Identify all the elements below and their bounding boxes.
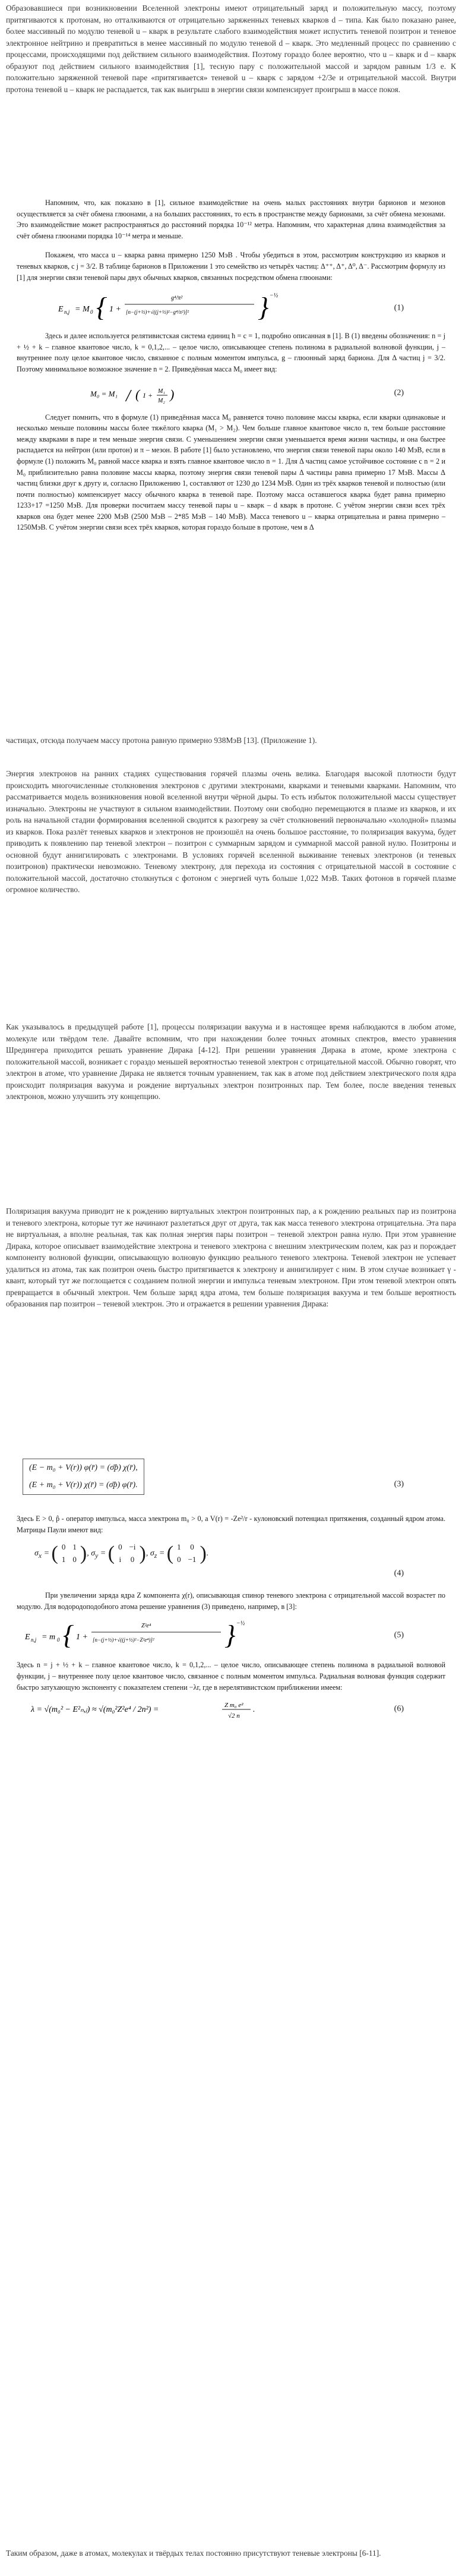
scan-paragraph-3: Здесь и далее используется релятивистская система единиц ħ = c = 1, подробно описанная в [1]. В (1) введены обозначения: n = j + ½ + k – главное квантовое число, k = 0,1,2,... – целое число, описывающее степень полинома в радиальной волновой функции, j – внутреннее полу целое квантовое число, связанное с полным моментом импульса, g – глюонный заряд бариона. Для Δ частиц j = 3/2. Поэтому минимальное возможное значение n = 2. Приведённая масса M₀ имеет вид: [17,332,445,373]
svg-text:[n−(j+½)+√((j+½)²−g⁴/π²)]²: [n−(j+½)+√((j+½)²−g⁴/π²)]² [126,309,189,316]
equation-2 [17,375,445,412]
paragraph-4: Поляризация вакуума приводит не к рождению виртуальных электрон позитронных пар, а к рождению реальных пар из позитрона и теневого электрона, которые тут же начинают разлетаться друг от друга, так как масса теневого электрона отрицательна. Эта пара не виртуальная, а вполне реальная, так как полная энергия пары позитрон – теневой электрон равна нулю. При этом уравнение Дирака, которое описывает взаимодействие электрона и теневого электрона с внешним электрическим полем, как раз и порождает компоненту волновой функции, описывающую волновую функцию реального теневого электрона. Теневой электрон не успевает удалиться из атома, так как позитрон очень быстро притягивается к электрону и аннигилирует с ним. В этом случае возникает γ - квант, который тут же поглощается с созданием полной энергии и импульса теневым электроном. При этом теневой электрон опять превращается в обычный электрон. Чем больше заряд ядра атома, тем больше поляризация вакуума и тем больше вероятность образования пар позитрон – теневой электрон. Это и отражается в решении уравнения Дирака: [6,1207,456,1308]
equation-5 [17,1612,445,1659]
svg-text:(: ( [135,386,140,402]
equation-5-formula [23,1612,319,1659]
equation-3 [17,1456,445,1513]
svg-text:M₂: M₂ [158,397,165,404]
paragraph-3: Как указывалось в предыдущей работе [1], процессы поляризации вакуума и в настоящее время наблюдаются в любом атоме, молекуле или твёрдом теле. Давайте вспомним, что при нахождении более точных атомных спектров, вместо уравнения Шредингера приходится решать уравнение Дирака [4-12]. При решении уравнения Дирака в атоме, кроме электрона с положительной массой, возникает с гораздо меньшей вероятностью теневой электрон с отрицательной массой. Обычно говорят, что электрон в атоме, что уравнение Дирака не является точным уравнением, так как в атоме под действием электрического поля ядра происходит поляризация вакуума и рождение виртуальных электрон позитронных пар. Тем более, после введения теневых электронов, можно улучшить эту концепцию. [6,1022,456,1101]
svg-text:−½: −½ [236,1620,245,1627]
equation-2-number: (2) [394,388,404,398]
equation-6 [17,1693,445,1726]
equation-1 [17,286,445,330]
svg-text:.: . [253,1705,255,1715]
svg-text:): ) [170,386,175,402]
svg-text:= M: = M [75,305,90,314]
svg-text:1 +: 1 + [109,305,121,314]
svg-text:1 +: 1 + [143,391,153,399]
svg-text:E: E [58,305,64,314]
equations-section [0,1456,462,1726]
equation-5-number: (5) [394,1631,404,1640]
svg-text:0: 0 [57,1637,60,1643]
svg-text:Z²e⁴: Z²e⁴ [141,1623,151,1630]
svg-text:−½: −½ [270,292,279,300]
svg-text:= m: = m [42,1633,56,1642]
equation-4-description: При увеличении заряда ядра Z компонента χ(r), описывающая спинор теневого электрона с отрицательной массой возрастет по модулю. Для водородоподобного атома решение уравнения (3) приведено, например, в [3]: [17,1591,445,1611]
equation-2-formula [88,375,266,412]
final-paragraph: Таким образом, даже в атомах, молекулах и твёрдых телах постоянно присутствуют теневые электроны [6-11]. [6,2549,381,2558]
svg-text:}: } [258,292,269,323]
equation-5-description: Здесь n = j + ½ + k – главное квантовое число, k = 0,1,2,... – целое число, описывающее степень полинома в радиальной волновой функции, j – внутреннее полу целое квантовое число, связанное с полным моментом импульса. Радиальная волновая функция содержит быстро затухающую экспоненту с показателем степени −λr, где в нерелятивистском приближении имеем: [17,1661,445,1692]
svg-text:{: { [96,292,107,323]
equation-4-formula: $\sigma_x$ = ( 0 1 1 0 ), $\sigma_y$ = ( 0 −i i 0 ), $\sigma_z$ = ( 1 0 0 −1 ). [34,1542,209,1564]
svg-text:√2 n: √2 n [228,1712,240,1720]
equation-6-formula [29,1693,337,1726]
svg-text:}: } [224,1620,236,1651]
continuation-paragraph: частицах, отсюда получаем массу протона равную примерно 938МэВ [13]. (Приложение 1). [6,736,317,745]
equation-3-number: (3) [394,1479,404,1489]
svg-text:M₀ = M₁: M₀ = M₁ [90,389,118,398]
equation-3-formula: (E − m₀ + V(r)) φ(r̄) = (σ̄p̂) χ(r̄), (E + m₀ + V(r)) χ(r̄) = (σ̄p̂) φ(r̄). [23,1459,144,1495]
svg-text:n,j: n,j [31,1637,37,1643]
intro-paragraph: Образовавшиеся при возникновении Вселенной электроны имеют отрицательный заряд и положительную массу, поэтому притягиваются к протонам, но отталкиваются от отрицательно заряженных теневых кварков d – типа. Как было показано ранее, более массивный по модулю теневой u – кварк в результате слабого взаимодействия может испустить теневой позитрон и теневое электронное нейтрино и превратиться в менее массивный по модулю теневой d – кварк. Это медленный процесс по сравнению с процессами, происходящими под действием сильного взаимодействия. Поэтому гораздо более вероятно, что u – кварк и d – кварк образуют под действием сильного взаимодействия [1], тесную пару с положительной массой и зарядом равным 1/3 е. К положительно заряженной теневой паре «притягивается» теневой u – кварк с зарядом +2/3е и отрицательной массой. Внутри протона теневой u – кварк не распадается, так как выигрыш в энергии связи компенсирует проигрыш в массе покоя. [6,4,456,94]
equation-4 [17,1535,445,1590]
svg-text:{: { [63,1620,74,1651]
paragraph-2: Энергия электронов на ранних стадиях существования горячей плазмы очень велика. Благодаря высокой плотности будут происходить многочисленные столкновения электронов с другими электронами, кварками и теневыми кварками. Напомним, что рассматривается модель возникновения новой вселенной внутри чёрной дыры. То есть избыток положительной массы существует изначально. Электроны не участвуют в сильном взаимодействии. Поэтому они свободно перемещаются в плазме из кварков, и их роль на начальной стадии формирования вселенной сводится к разогреву за счёт столкновений первоначально «холодной» плазмы из кварков. Пока разлёт теневых кварков и электронов не произошёл на очень большое расстояние, то поляризация вакуума, будет приводить к появлению пар теневой электрон – позитрон с суммарным зарядом и суммарной массой равной нулю. Позитроны и основной будут аннигилировать с электронами. В условиях горячей вселенной выживание теневых электронов (и теневых позитронов) практически невозможно. Теневому электрону, для перехода из состояния с отрицательной массой в состояние с положительной массой, достаточно столкнуться с фотоном с энергией чуть больше 1,022 МэВ. Таких фотонов в горячей плазме огромное количество. [6,769,456,894]
svg-text:[n−(j+½)+√((j+½)²−Z²e⁴)]²: [n−(j+½)+√((j+½)²−Z²e⁴)]² [93,1637,154,1643]
svg-text:g⁴/π²: g⁴/π² [171,295,183,302]
equation-1-number: (1) [394,303,404,313]
svg-text:1 +: 1 + [76,1633,88,1642]
svg-text:n,j: n,j [64,309,70,316]
svg-text:0: 0 [90,309,93,316]
svg-text:Z m₀ e²: Z m₀ e² [224,1702,243,1709]
scan-paragraph-2: Покажем, что масса u – кварка равна примерно 1250 МэВ . Чтобы убедиться в этом, рассмотрим конструкцию из кварков и теневых кварков, с j = 3/2. В таблице барионов в Приложении 1 это семейство из четырёх частиц: Δ⁺⁺, Δ⁺, Δ⁰, Δ⁻. Рассмотрим формулу из [1] для энергии связи теневой пары двух обычных кварков, связанных посредством обмена глюонами: [17,251,445,282]
scanned-insert [0,197,462,533]
equation-4-number: (4) [394,1569,404,1578]
svg-text:E: E [25,1633,30,1642]
equation-6-number: (6) [394,1704,404,1714]
equation-3-description: Здесь E > 0, p̂ - оператор импульса, масса электрона m₀ > 0, a V(r) = -Ze²/r - кулоновский потенциал притяжения, созданный ядром атома. Матрицы Паули имеют вид: [17,1514,445,1534]
equation-1-formula [52,286,385,330]
svg-text:λ = √(m₀² − E²ₙ,ⱼ) ≈ √(m₀²Z²e⁴: λ = √(m₀² − E²ₙ,ⱼ) ≈ √(m₀²Z²e⁴ / 2n²) = [31,1705,159,1715]
scan-paragraph-1: Напомним, что, как показано в [1], сильное взаимодействие на очень малых расстояниях внутри барионов и мезонов осуществляется за счёт обмена глюонами, а на больших расстояниях, то есть в пространстве между барионами, за счёт обмена мезонами. Это взаимодействие может распространяться до расстояний порядка 10⁻¹² метра. Напомним, что характерная длина взаимодействия за счёт обмена глюонами порядка 10⁻¹⁴ метра и меньше. [17,199,445,240]
scan-paragraph-4: Следует помнить, что в формуле (1) приведённая масса M₀ равняется точно половине массы кварка, если кварки одинаковые и несколько меньше половины массы более тяжёлого кварка (M₁ > M₂). Чем больше главное квантовое число n, тем больше расстояние между кварками в паре и тем меньше энергия связи. С уменьшением энергии связи уменьшается время жизни частицы, и она быстрее распадается на нейтрон (или протон) и π – мезон. В работе [1] было установлено, что энергия связи теневой пары около 140 МэВ, если в формуле (1) положить M₀ равной массе кварка и взять главное квантовое число n = 1. Для Δ частиц самое устойчивое состояние с n = 2 и M₀ приблизительно равна половине массы кварка, поэтому энергия связи теневой пары Δ частицы равна примерно 17 МэВ. Массы Δ частиц близки друг к другу и, согласно Приложению 1, составляют от 1230 до 1234 МэВ. Один из трёх кварков теневой и полностью (или почти полностью) компенсирует массу обычного кварка в теневой паре. Поэтому масса оставшегося кварка будет равна примерно 1233+17 =1250 МэВ. Для проверки посчитаем массу теневой пары u – кварк – d кварк в протоне. С учётом энергии связи всех трёх кварков она будет менее 2200 МэВ (2500 МэВ – 2*85 МэВ – 140 МэВ). Масса теневого u – кварка отрицательна и равна примерно – 1250МэВ. С учётом энергии связи всех трёх кварков, которая гораздо больше в протоне, чем в Δ [17,412,445,532]
svg-text:M₁: M₁ [158,388,165,395]
svg-text:/: / [126,386,131,405]
